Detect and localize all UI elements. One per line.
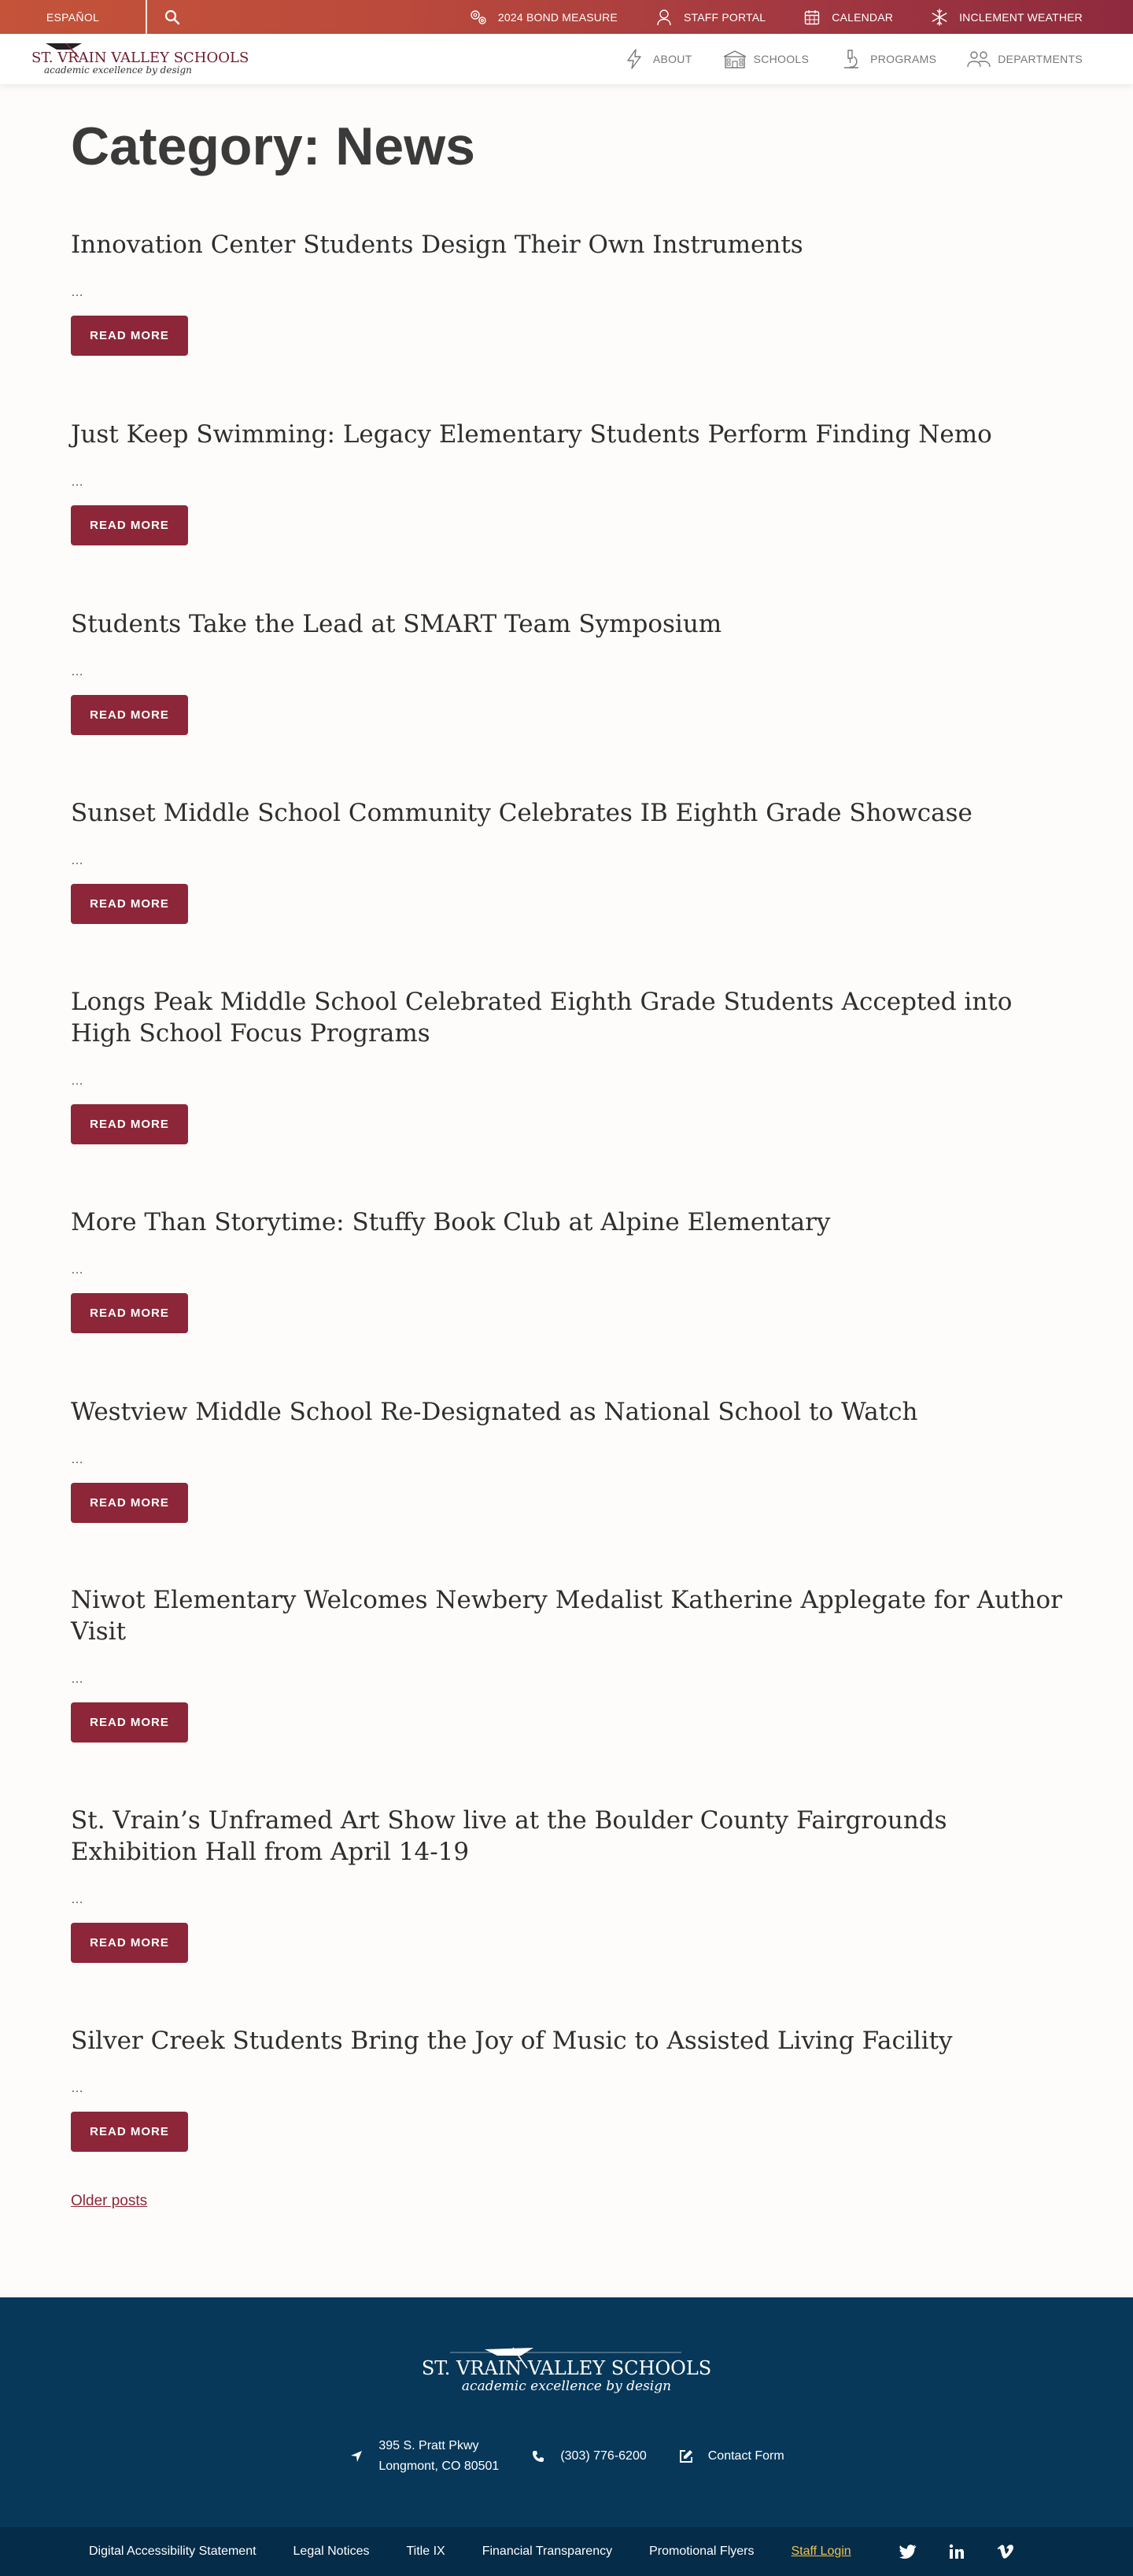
people-icon [968, 48, 990, 70]
post-item [71, 1805, 1062, 1963]
nav-programs-label: PROGRAMS [870, 53, 937, 65]
staff-portal-label: STAFF PORTAL [683, 10, 766, 24]
snowflake-icon [931, 9, 948, 26]
post-title[interactable]: Students Take the Lead at SMART Team Symposium [71, 610, 722, 638]
nav-schools-label: SCHOOLS [753, 53, 810, 65]
phone-number: (303) 776-6200 [560, 2449, 647, 2463]
address[interactable] [349, 2436, 499, 2477]
post-item [71, 1207, 1062, 1333]
footer-link-flyers[interactable]: Promotional Flyers [649, 2545, 755, 2558]
location-arrow-icon [349, 2448, 364, 2464]
post-item [71, 797, 1062, 924]
post-excerpt: … [71, 1672, 83, 1686]
inclement-weather-link[interactable] [931, 9, 1083, 26]
edit-icon [678, 2448, 694, 2464]
espanol-link[interactable]: ESPAÑOL [0, 0, 147, 34]
address-line-2: Longmont, CO 80501 [378, 2460, 500, 2473]
post-title[interactable]: Niwot Elementary Welcomes Newbery Medalist Katherine Applegate for Author Visit [71, 1586, 1062, 1646]
read-more-button[interactable]: READ MORE [71, 695, 188, 735]
post-title[interactable]: Just Keep Swimming: Legacy Elementary Students Perform Finding Nemo [71, 420, 992, 449]
calendar-icon [803, 9, 821, 26]
calendar-label: CALENDAR [832, 10, 894, 24]
post-excerpt: … [71, 286, 83, 299]
post-excerpt: … [71, 475, 83, 489]
post-item [71, 1584, 1062, 1743]
footer-logo-mark [421, 2345, 712, 2398]
nav-departments[interactable] [968, 48, 1083, 70]
footer-logo-name: ST. VRAIN VALLEY SCHOOLS [421, 2357, 712, 2379]
search-icon [164, 9, 180, 25]
microscope-icon [840, 48, 862, 70]
site-header [0, 34, 1133, 84]
footer-link-legal[interactable]: Legal Notices [293, 2545, 370, 2558]
post-item [71, 986, 1062, 1144]
nav-about-label: ABOUT [652, 53, 692, 65]
twitter-icon[interactable] [899, 2542, 917, 2561]
footer-bottom-bar [0, 2527, 1133, 2576]
social-links [899, 2542, 1045, 2561]
post-title[interactable]: St. Vrain’s Unframed Art Show live at the Boulder County Fairgrounds Exhibition Hall from April 14-19 [71, 1806, 947, 1866]
logo-name: ST. VRAIN VALLEY SCHOOLS [31, 50, 249, 66]
footer-link-title-ix[interactable]: Title IX [406, 2545, 445, 2558]
footer-logo-tagline: academic excellence by design [461, 2378, 672, 2394]
calendar-link[interactable] [803, 9, 893, 26]
bolt-icon [623, 48, 645, 70]
address-line-1: 395 S. Pratt Pkwy [378, 2439, 479, 2452]
read-more-button[interactable]: READ MORE [71, 1104, 188, 1144]
read-more-button[interactable]: READ MORE [71, 1293, 188, 1333]
page-title: Category: News [71, 116, 475, 176]
nav-about[interactable] [623, 48, 692, 70]
read-more-button[interactable]: READ MORE [71, 505, 188, 545]
contact-form-label: Contact Form [707, 2449, 784, 2463]
post-excerpt: … [71, 1453, 83, 1466]
footer-logo[interactable] [421, 2345, 712, 2398]
bond-measure-label: 2024 BOND MEASURE [497, 10, 618, 24]
read-more-button[interactable]: READ MORE [71, 1702, 188, 1743]
school-icon [724, 48, 746, 70]
nav-departments-label: DEPARTMENTS [998, 53, 1083, 65]
post-excerpt: … [71, 854, 83, 867]
post-title[interactable]: Silver Creek Students Bring the Joy of Music to Assisted Living Facility [71, 2027, 953, 2055]
utility-bar [0, 0, 1133, 34]
post-excerpt: … [71, 665, 83, 678]
post-title[interactable]: Sunset Middle School Community Celebrates IB Eighth Grade Showcase [71, 799, 972, 827]
logo-mark [30, 40, 249, 78]
staff-portal-link[interactable] [655, 9, 766, 26]
phone-icon [530, 2448, 546, 2464]
main-nav [592, 34, 1083, 84]
post-title[interactable]: Westview Middle School Re-Designated as National School to Watch [71, 1398, 918, 1426]
utility-nav [470, 0, 1133, 34]
nav-programs[interactable] [840, 48, 936, 70]
post-excerpt: … [71, 1263, 83, 1277]
footer-link-financial[interactable]: Financial Transparency [482, 2545, 613, 2558]
post-title[interactable]: Longs Peak Middle School Celebrated Eighth Grade Students Accepted into High School Focus Programs [71, 988, 1013, 1048]
logo-tagline: academic excellence by design [44, 65, 192, 76]
vimeo-icon[interactable] [996, 2542, 1015, 2561]
inclement-weather-label: INCLEMENT WEATHER [959, 10, 1083, 24]
post-item [71, 2025, 1062, 2152]
footer-link-accessibility[interactable]: Digital Accessibility Statement [89, 2545, 256, 2558]
read-more-button[interactable]: READ MORE [71, 884, 188, 924]
older-posts-link[interactable]: Older posts [71, 2193, 148, 2209]
post-excerpt: … [71, 1893, 83, 1906]
nav-schools[interactable] [724, 48, 810, 70]
read-more-button[interactable]: READ MORE [71, 316, 188, 356]
read-more-button[interactable]: READ MORE [71, 1923, 188, 1963]
post-title[interactable]: More Than Storytime: Stuffy Book Club at Alpine Elementary [71, 1208, 831, 1236]
contact-row [0, 2436, 1133, 2477]
footer-links [89, 2545, 851, 2559]
linkedin-icon[interactable] [947, 2542, 966, 2561]
post-excerpt: … [71, 1074, 83, 1088]
person-icon [655, 9, 673, 26]
post-excerpt: … [71, 2082, 83, 2095]
district-logo[interactable] [30, 40, 249, 78]
post-item [71, 229, 1062, 356]
post-item [71, 608, 1062, 735]
post-title[interactable]: Innovation Center Students Design Their Own Instruments [71, 231, 803, 259]
post-item [71, 419, 1062, 545]
read-more-button[interactable]: READ MORE [71, 1483, 188, 1523]
contact-form-link[interactable] [678, 2446, 784, 2467]
phone[interactable] [530, 2446, 646, 2467]
read-more-button[interactable]: READ MORE [71, 2112, 188, 2152]
staff-login-link[interactable]: Staff Login [791, 2545, 851, 2558]
search-button[interactable] [149, 0, 196, 34]
bond-measure-link[interactable] [470, 9, 618, 26]
gears-icon [470, 9, 487, 26]
site-footer [0, 2297, 1133, 2527]
post-item [71, 1396, 1062, 1523]
